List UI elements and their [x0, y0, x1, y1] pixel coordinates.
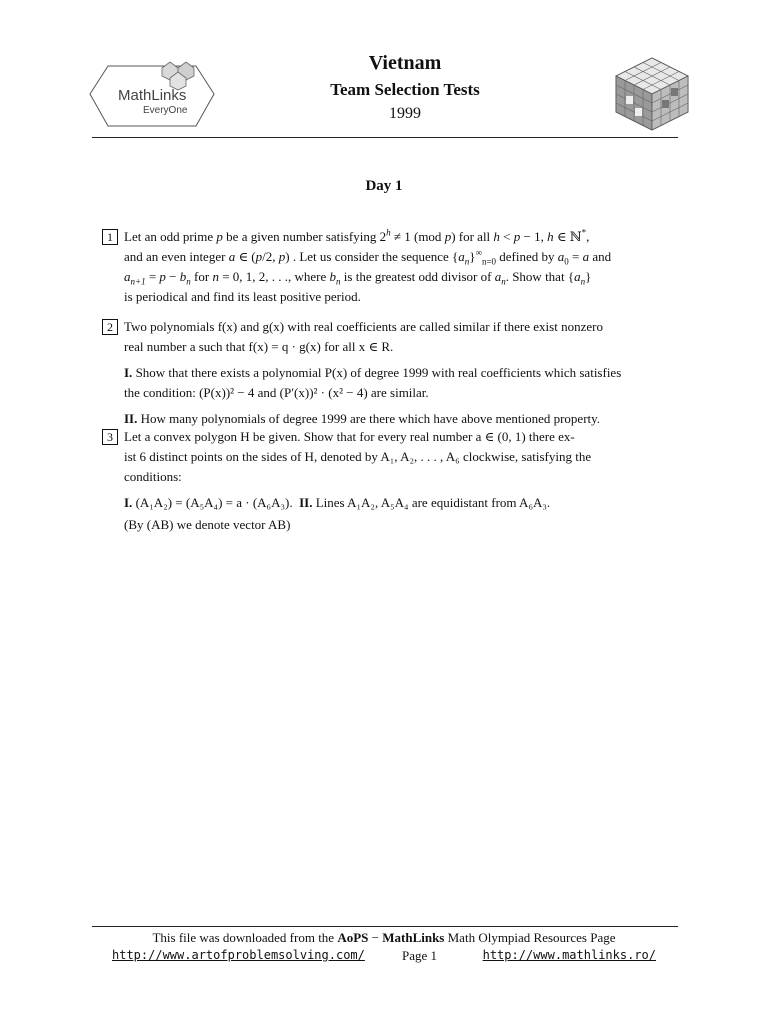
- problem-number: 3: [102, 429, 118, 445]
- problem-3-line-3: conditions:: [124, 469, 182, 484]
- problem-text: [124, 227, 682, 307]
- problem-2-part-1: I. Show that there exists a polynomial P(x) of degree 1999 with real coefficients which satisfies the condition: (P(x))² − 4 and (P′(x))² · (x² − 4) are similar.: [124, 365, 622, 400]
- problem-text: [124, 427, 682, 535]
- problem-text: [124, 317, 682, 429]
- page-subtitle: Team Selection Tests: [330, 80, 480, 99]
- problem-2-part-2: II. How many polynomials of degree 1999 are there which have above mentioned property.: [124, 411, 601, 426]
- day-heading: Day 1: [365, 178, 403, 194]
- logo-text-sub: EveryOne: [143, 105, 188, 116]
- problem-3-note: (By (AB) we denote vector AB): [124, 517, 291, 532]
- page-number: Page 1: [402, 948, 438, 963]
- problem-1-line-4: is periodical and find its least positive period.: [124, 289, 361, 304]
- problem-number: 1: [102, 229, 118, 245]
- page-header: [0, 0, 768, 140]
- page-year: 1999: [389, 105, 421, 122]
- problem-2-line-1: Two polynomials f(x) and g(x) with real coefficients are called similar if there exist nonzero: [124, 319, 603, 334]
- problem-1-line-1: Let an odd prime p be a given number satisfying $2^h \ne 1$ (mod p) for all h < p − 1, h ∈ ℕ*,: [124, 227, 590, 244]
- footer-divider: [92, 926, 678, 927]
- mathlinks-logo: [88, 58, 216, 130]
- logo-text-main: MathLinks: [118, 87, 187, 104]
- problem-3-line-1: Let a convex polygon H be given. Show that for every real number a ∈ (0, 1) there ex-: [124, 429, 575, 444]
- cube-logo: [612, 56, 692, 132]
- problem-number: 2: [102, 319, 118, 335]
- problem-2-line-2: real number a such that f(x) = q · g(x) for all x ∈ R.: [124, 339, 394, 354]
- aops-link[interactable]: http://www.artofproblemsolving.com/: [112, 948, 365, 962]
- problem-3-line-2: ist 6 distinct points on the sides of H, denoted by A₁, A₂, . . . , A₆ clockwise, satisfying the: [124, 449, 592, 464]
- problem-3: [102, 427, 682, 535]
- mathlinks-link[interactable]: http://www.mathlinks.ro/: [482, 948, 656, 962]
- problem-3-parts: I. (A₁A₂) = (A₅A₄) = a · (A₆A₃). II. Lines A₁A₂, A₅A₄ are equidistant from A₆A₃.: [124, 495, 551, 510]
- problem-1-line-2: and an even integer a ∈ (p/2, p) . Let us consider the sequence $\{a_n\}^\infty_{n=0}$ defined by $a_0 = a$ and: [124, 247, 612, 267]
- problem-1: [102, 227, 682, 307]
- problem-2: [102, 317, 682, 429]
- footer-source-line: This file was downloaded from the AoPS − MathLinks Math Olympiad Resources Page: [152, 930, 616, 945]
- page-title: Vietnam: [368, 52, 442, 74]
- header-divider: [92, 137, 678, 138]
- problem-1-line-3: $a_{n+1} = p - b_n$ for n = 0, 1, 2, . . ., where $b_n$ is the greatest odd divisor of $a_n$. Show that $\{a_n\}$: [124, 269, 592, 287]
